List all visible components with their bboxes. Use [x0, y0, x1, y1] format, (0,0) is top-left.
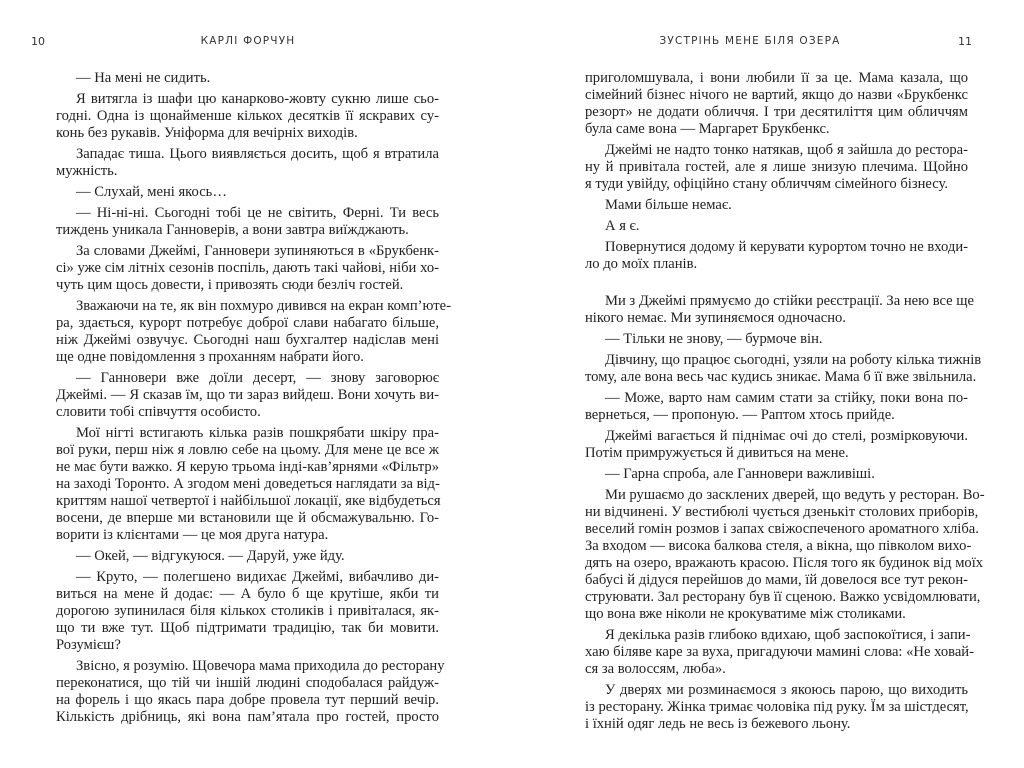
paragraph [585, 487, 985, 623]
text-line: мужність. [56, 163, 118, 179]
paragraph [56, 569, 439, 654]
text-line: конь без рукавів. Уніформа для вечірніх виходів. [56, 125, 358, 141]
page-number: 10 [31, 35, 45, 48]
page-number: 11 [958, 35, 972, 48]
paragraph [56, 658, 445, 726]
text-line: Кількість дрібниць, які вона пам’ятала про гостей, просто [56, 709, 439, 725]
text-line: У дверях ми розминаємося з якоюсь парою, що виходить [605, 682, 968, 698]
paragraph [56, 370, 439, 421]
paragraph [56, 548, 439, 565]
text-line: восени, де вперше ми встановили ще й обсмажувальню. Го- [56, 510, 439, 526]
text-line: що ти вже тут. Щоб підтримати традицію, так би мовити. [56, 620, 439, 636]
text-line: — Слухай, мені якось… [76, 184, 227, 200]
text-line: вернеться, — пропоную. — Раптом хтось прийде. [585, 407, 895, 423]
paragraph [56, 298, 451, 366]
text-line: ну й привітала гостей, але я лише знизую плечима. Щойно [585, 159, 968, 175]
text-line: ни відчинені. У вестибюлі чується дзенькіт столових приборів, [585, 504, 979, 520]
paragraph [56, 205, 439, 239]
text-line: Розумієш? [56, 637, 121, 653]
text-line: Потім примружується й дивиться на мене. [585, 445, 849, 461]
text-line: я туди увійду, офіційно стану обличчям сімейного бізнесу. [585, 176, 949, 192]
text-line: хаю біляве каре за вуха, пригадуючи мамині слова: «Не ховай- [585, 644, 974, 660]
text-line: ло до моїх планів. [585, 256, 698, 272]
paragraph [585, 218, 968, 235]
text-line: криттям нашої четвертої і найбільшої локації, яке відбудеться [56, 493, 441, 509]
paragraph [585, 466, 968, 483]
text-line: — Круто, — полегшено видихає Джеймі, вибачливо ди- [76, 569, 439, 585]
paragraph [585, 390, 968, 424]
text-line: — На мені не сидить. [76, 70, 211, 86]
text-line: сі» уже сім літніх сезонів поспіль, дають такі чайові, ніби хо- [56, 260, 439, 276]
text-line: Джеймі. — Я сказав їм, що ти зараз вийдеш. Вони хочуть ви- [56, 387, 439, 403]
text-line: — Може, варто нам самим стати за стійку, поки вона по- [605, 390, 968, 406]
text-line: що вона вже ніколи не крокуватиме між столиками. [585, 606, 906, 622]
paragraph [585, 293, 974, 327]
text-line: Ми з Джеймі прямуємо до стійки реєстрації. За нею все ще [605, 293, 974, 309]
text-line: годні. Одна із щонайменше кількох десятків її яскравих су- [56, 108, 439, 124]
running-head-author: КАРЛІ ФОРЧУН [200, 35, 296, 47]
text-line: на форель і що якась пара добре провела тут перший вечір. [56, 692, 439, 708]
text-line: За входом — висока балкова стеля, а вікна, що півколом вихо- [585, 538, 972, 554]
paragraph [585, 627, 974, 678]
text-line: дорогою зупинилася біля кількох столиків і привіталася, як- [56, 603, 439, 619]
page-body [56, 70, 451, 730]
paragraph [585, 331, 968, 348]
paragraph [585, 682, 968, 733]
text-line: ще одне повідомлення з проханням набрати його. [56, 349, 364, 365]
text-line: дять на озеро, вражають красою. Після того як будинок від моїх [585, 555, 984, 571]
text-line: струювати. Зал ресторану був її сценою. Важко усвідомлювати, [585, 589, 981, 605]
text-line: веселий гомін розмов і запах свіжоспеченого ароматного хліба. [585, 521, 979, 537]
text-line: Мої нігті встигають кілька разів пошкрябати шкіру пра- [76, 425, 439, 441]
text-line: тиждень уникала Ганноверів, а вони завтра виїжджають. [56, 222, 409, 238]
text-line: Джеймі не надто тонко натякав, щоб я зайшла до рестора- [605, 142, 968, 158]
paragraph [585, 197, 968, 214]
text-line: Джеймі вагається й піднімає очі до стелі, розмірковуючи. [605, 428, 968, 444]
paragraph [56, 425, 439, 544]
text-line: ніж Джеймі озвучує. Сьогодні наш бухгалтер надіслав мені [56, 332, 439, 348]
paragraph [56, 91, 439, 142]
running-head-title: ЗУСТРІНЬ МЕНЕ БІЛЯ ОЗЕРА [659, 35, 841, 47]
text-line: переконатися, що тій чи іншій людині сподобалася райдуж- [56, 675, 439, 691]
page-body [585, 70, 985, 737]
paragraph [585, 239, 968, 273]
text-line: ся за волоссям, люба». [585, 661, 726, 677]
text-line: Западає тиша. Цього виявляється досить, щоб я втратила [76, 146, 439, 162]
text-line: Мами більше немає. [605, 197, 732, 213]
paragraph [585, 428, 968, 462]
text-line: не має бути важко. Я керую трьома інді-кав’ярнями «Фільтр» [56, 459, 439, 475]
text-line: виться на мене й додає: — А було б ще крутіше, якби ти [56, 586, 439, 602]
text-line: ра, здається, курорт потребує доброї слави набагато більше, [56, 315, 439, 331]
text-line: словити тобі співчуття особисто. [56, 404, 261, 420]
text-line: Я витягла із шафи цю канарково-жовту сукню лише сьо- [76, 91, 439, 107]
text-line: сімейний бізнес нічого не вартий, якщо до назви «Брукбенкс [585, 87, 968, 103]
text-line: — Окей, — відгукуюся. — Даруй, уже йду. [76, 548, 345, 564]
text-line: і їхній одяг ледь не весь із бежевого льону. [585, 716, 851, 732]
text-line: була саме вона — Маргарет Брукбенкс. [585, 121, 830, 137]
text-line: резорт» не додати обличчя. І три десятиліття цим обличчям [585, 104, 968, 120]
text-line: За словами Джеймі, Ганновери зупиняються в «Брукбенк- [76, 243, 439, 259]
paragraph [585, 142, 968, 193]
text-line: тому, але вона весь час кудись зникає. Мама б її вже звільнила. [585, 369, 977, 385]
text-line: із ресторану. Жінка тримає чоловіка під руку. Їм за шістдесят, [585, 699, 969, 715]
text-line: Ми рушаємо до засклених дверей, що ведуть у ресторан. Во- [605, 487, 985, 503]
paragraph [585, 70, 968, 138]
text-line: нікого немає. Ми зупиняємося одночасно. [585, 310, 846, 326]
paragraph [585, 352, 982, 386]
text-line: Я декілька разів глибоко вдихаю, щоб заспокоїтися, і запи- [605, 627, 971, 643]
text-line: Зважаючи на те, як він похмуро дивився на екран комп’ютe- [76, 298, 451, 314]
text-line: — Ні-ні-ні. Сьогодні тобі це не світить, Ферні. Ти весь [76, 205, 439, 221]
text-line: А я є. [605, 218, 640, 234]
text-line: бабусі й дідуся перейшов до мами, їй довелося все тут рекон- [585, 572, 968, 588]
text-line: приголомшувала, і вони любили її за це. Мама казала, що [585, 70, 968, 86]
text-line: Повернутися додому й керувати курортом точно не входи- [605, 239, 968, 255]
text-line: чуть цим щось довести, і привозять сюди безліч гостей. [56, 277, 404, 293]
paragraph [56, 184, 439, 201]
text-line: — Тільки не знову, — бурмоче він. [605, 331, 823, 347]
paragraph [56, 70, 439, 87]
paragraph [56, 146, 439, 180]
text-line: — Ганновери вже доїли десерт, — знову заговорює [76, 370, 439, 386]
paragraph [56, 243, 439, 294]
text-line: Дівчину, що працює сьогодні, узяли на роботу кілька тижнів [605, 352, 982, 368]
text-line: — Гарна спроба, але Ганновери важливіші. [605, 466, 875, 482]
text-line: на заході Торонто. А згодом мені доведеться наглядати за від- [56, 476, 440, 492]
text-line: вої руки, перш ніж я ловлю себе на цьому. Для мене це все ж [56, 442, 439, 458]
text-line: Звісно, я розумію. Щовечора мама приходила до ресторану [76, 658, 445, 674]
text-line: ворити із клієнтами — це моя друга натура. [56, 527, 329, 543]
